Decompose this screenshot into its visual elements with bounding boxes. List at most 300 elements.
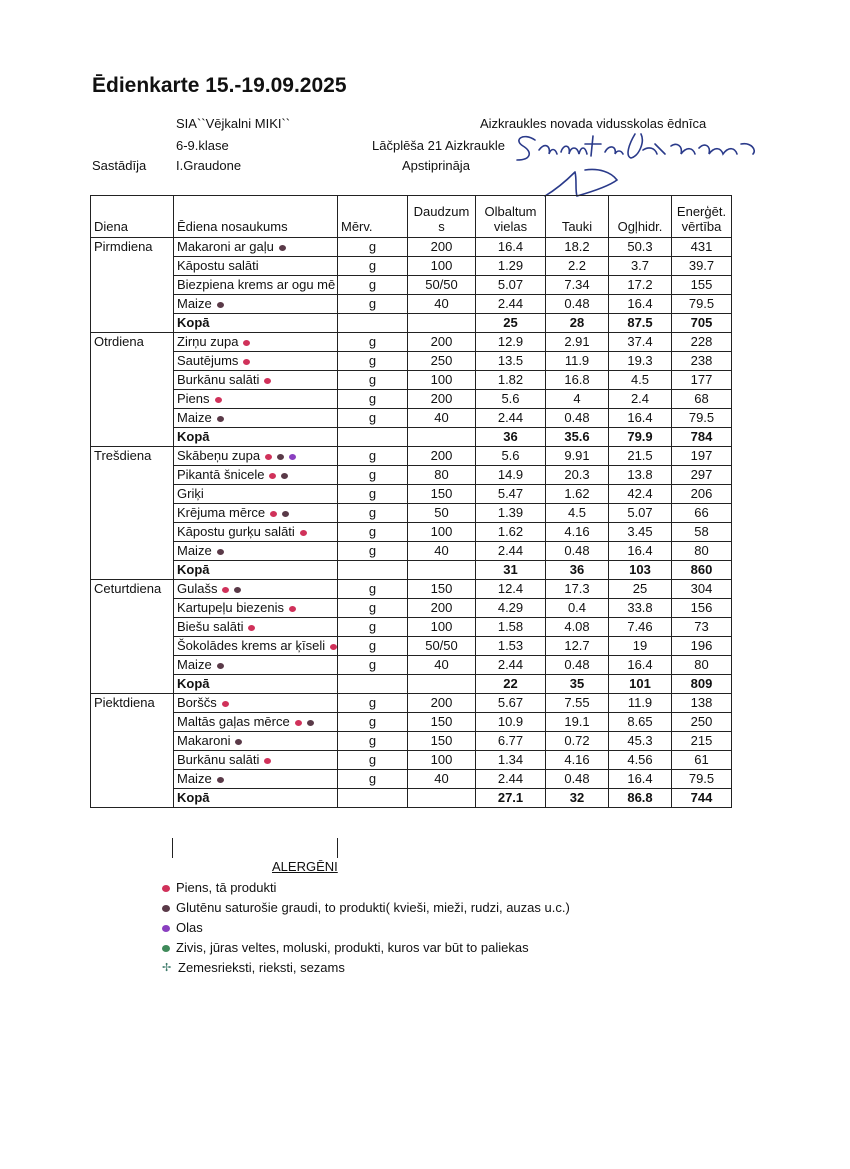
- total-row: [91, 675, 732, 694]
- day-cell: [91, 485, 174, 504]
- col-day: Diena: [91, 196, 174, 238]
- quantity-cell: 40: [408, 409, 476, 428]
- fat-cell: 19.1: [546, 713, 609, 732]
- table-row: [91, 390, 732, 409]
- total-label: Kopā: [174, 561, 338, 580]
- unit-cell: [338, 561, 408, 580]
- table-row: [91, 694, 732, 713]
- day-cell: [91, 409, 174, 428]
- dish-name: Maltās gaļas mērce: [177, 714, 290, 729]
- carbs-cell: 7.46: [609, 618, 672, 637]
- day-cell: [91, 675, 174, 694]
- col-energy: [672, 196, 732, 238]
- gluten-allergen-icon: [279, 245, 286, 251]
- dish-cell: [174, 257, 338, 276]
- table-row: [91, 447, 732, 466]
- col-dish: Ēdiena nosaukums: [174, 196, 338, 238]
- protein-cell: 2.44: [476, 295, 546, 314]
- dish-cell: [174, 447, 338, 466]
- dish-name: Maize: [177, 296, 212, 311]
- total-energy: 744: [672, 789, 732, 808]
- dish-name: Piens: [177, 391, 210, 406]
- energy-cell: 196: [672, 637, 732, 656]
- class-range: 6-9.klase: [176, 138, 229, 153]
- gluten-allergen-icon: [217, 777, 224, 783]
- carbs-cell: 37.4: [609, 333, 672, 352]
- milk-allergen-icon: [264, 378, 271, 384]
- quantity-cell: [408, 789, 476, 808]
- dish-name: Maize: [177, 543, 212, 558]
- dish-cell: [174, 656, 338, 675]
- carbs-cell: 19.3: [609, 352, 672, 371]
- table-row: [91, 238, 732, 257]
- fat-cell: 7.55: [546, 694, 609, 713]
- dish-cell: [174, 504, 338, 523]
- table-row: [91, 466, 732, 485]
- quantity-cell: 200: [408, 238, 476, 257]
- milk-allergen-icon: [295, 720, 302, 726]
- protein-cell: 12.4: [476, 580, 546, 599]
- total-protein: 25: [476, 314, 546, 333]
- school-address: Lāčplēša 21 Aizkraukle: [372, 138, 505, 153]
- protein-cell: 1.34: [476, 751, 546, 770]
- day-cell: Trešdiena: [91, 447, 174, 466]
- carbs-cell: 17.2: [609, 276, 672, 295]
- carbs-cell: 33.8: [609, 599, 672, 618]
- col-protein: [476, 196, 546, 238]
- unit-cell: g: [338, 352, 408, 371]
- dish-cell: [174, 485, 338, 504]
- unit-cell: g: [338, 333, 408, 352]
- carbs-cell: 4.56: [609, 751, 672, 770]
- fat-cell: 0.72: [546, 732, 609, 751]
- dish-cell: [174, 352, 338, 371]
- milk-allergen-icon: [270, 511, 277, 517]
- carbs-cell: 4.5: [609, 371, 672, 390]
- quantity-cell: [408, 561, 476, 580]
- milk-allergen-icon: [265, 454, 272, 460]
- unit-cell: g: [338, 732, 408, 751]
- egg-allergen-icon: [162, 925, 170, 932]
- fat-cell: 4.16: [546, 751, 609, 770]
- protein-cell: 1.82: [476, 371, 546, 390]
- total-fat: 35.6: [546, 428, 609, 447]
- gluten-allergen-icon: [281, 473, 288, 479]
- dish-name: Zirņu zupa: [177, 334, 239, 349]
- quantity-cell: 150: [408, 485, 476, 504]
- quantity-cell: 200: [408, 333, 476, 352]
- fat-cell: 17.3: [546, 580, 609, 599]
- compiled-by: I.Graudone: [176, 158, 242, 173]
- dish-name: Kartupeļu biezenis: [177, 600, 284, 615]
- dish-name: Pikantā šnicele: [177, 467, 265, 482]
- legend-item-milk: [162, 880, 276, 895]
- quantity-cell: 50/50: [408, 276, 476, 295]
- carbs-cell: 13.8: [609, 466, 672, 485]
- carbs-cell: 11.9: [609, 694, 672, 713]
- fat-cell: 1.62: [546, 485, 609, 504]
- fat-cell: 0.48: [546, 656, 609, 675]
- quantity-cell: 250: [408, 352, 476, 371]
- total-fat: 36: [546, 561, 609, 580]
- protein-cell: 6.77: [476, 732, 546, 751]
- milk-allergen-icon: [330, 644, 337, 650]
- quantity-cell: [408, 314, 476, 333]
- dish-cell: [174, 580, 338, 599]
- dish-name: Gulašs: [177, 581, 218, 596]
- unit-cell: g: [338, 656, 408, 675]
- legend-item-nuts: [162, 960, 345, 975]
- col-fat: Tauki: [546, 196, 609, 238]
- carbs-cell: 50.3: [609, 238, 672, 257]
- carbs-cell: 16.4: [609, 656, 672, 675]
- total-protein: 36: [476, 428, 546, 447]
- gluten-allergen-icon: [277, 454, 284, 460]
- milk-allergen-icon: [269, 473, 276, 479]
- dish-name: Biezpiena krems ar ogu mē: [177, 277, 336, 292]
- dish-name: Krējuma mērce: [177, 505, 266, 520]
- dish-cell: [174, 732, 338, 751]
- total-carbs: 79.9: [609, 428, 672, 447]
- dish-cell: [174, 618, 338, 637]
- quantity-cell: 40: [408, 770, 476, 789]
- table-row: [91, 618, 732, 637]
- table-row: [91, 504, 732, 523]
- gluten-allergen-icon: [217, 663, 224, 669]
- carbs-cell: 3.45: [609, 523, 672, 542]
- day-cell: [91, 751, 174, 770]
- milk-allergen-icon: [248, 625, 255, 631]
- col-protein-line1: Olbaltum: [484, 204, 537, 219]
- school-name: Aizkraukles novada vidusskolas ēdnīca: [480, 116, 707, 131]
- legend-item-gluten: [162, 900, 570, 915]
- col-protein-line2: vielas: [493, 219, 528, 234]
- protein-cell: 5.6: [476, 447, 546, 466]
- total-row: [91, 789, 732, 808]
- dish-name: Skābeņu zupa: [177, 448, 261, 463]
- energy-cell: 156: [672, 599, 732, 618]
- total-label: Kopā: [174, 789, 338, 808]
- gluten-allergen-icon: [217, 302, 224, 308]
- unit-cell: g: [338, 276, 408, 295]
- quantity-cell: 100: [408, 618, 476, 637]
- carbs-cell: 16.4: [609, 295, 672, 314]
- dish-cell: [174, 371, 338, 390]
- table-row: [91, 580, 732, 599]
- energy-cell: 79.5: [672, 409, 732, 428]
- unit-cell: g: [338, 599, 408, 618]
- energy-cell: 79.5: [672, 295, 732, 314]
- carbs-cell: 25: [609, 580, 672, 599]
- quantity-cell: 200: [408, 390, 476, 409]
- dish-name: Borščs: [177, 695, 217, 710]
- fat-cell: 11.9: [546, 352, 609, 371]
- day-cell: Ceturtdiena: [91, 580, 174, 599]
- dish-cell: [174, 713, 338, 732]
- table-row: [91, 523, 732, 542]
- protein-cell: 1.39: [476, 504, 546, 523]
- dish-cell: [174, 276, 338, 295]
- quantity-cell: 100: [408, 371, 476, 390]
- carbs-cell: 21.5: [609, 447, 672, 466]
- table-row: [91, 770, 732, 789]
- unit-cell: g: [338, 542, 408, 561]
- col-energy-line2: vērtība: [681, 219, 722, 234]
- fat-cell: 0.48: [546, 295, 609, 314]
- energy-cell: 228: [672, 333, 732, 352]
- dish-cell: [174, 751, 338, 770]
- dish-cell: [174, 409, 338, 428]
- fat-cell: 9.91: [546, 447, 609, 466]
- dish-name: Makaroni ar gaļu: [177, 239, 274, 254]
- table-row: [91, 257, 732, 276]
- unit-cell: g: [338, 257, 408, 276]
- fat-cell: 20.3: [546, 466, 609, 485]
- gluten-allergen-icon: [234, 587, 241, 593]
- carbs-cell: 3.7: [609, 257, 672, 276]
- fat-cell: 4.08: [546, 618, 609, 637]
- energy-cell: 68: [672, 390, 732, 409]
- signature: [505, 124, 775, 204]
- day-cell: [91, 618, 174, 637]
- day-cell: [91, 789, 174, 808]
- dish-cell: [174, 599, 338, 618]
- fat-cell: 0.48: [546, 409, 609, 428]
- table-row: [91, 276, 732, 295]
- unit-cell: g: [338, 447, 408, 466]
- protein-cell: 4.29: [476, 599, 546, 618]
- energy-cell: 66: [672, 504, 732, 523]
- quantity-cell: 150: [408, 732, 476, 751]
- table-row: [91, 713, 732, 732]
- day-cell: [91, 713, 174, 732]
- energy-cell: 138: [672, 694, 732, 713]
- protein-cell: 5.47: [476, 485, 546, 504]
- gluten-allergen-icon: [282, 511, 289, 517]
- table-header-row: [91, 196, 732, 238]
- dish-name: Šokolādes krems ar ķīseli: [177, 638, 326, 653]
- energy-cell: 215: [672, 732, 732, 751]
- milk-allergen-icon: [222, 701, 229, 707]
- unit-cell: g: [338, 485, 408, 504]
- dish-name: Sautējums: [177, 353, 239, 368]
- quantity-cell: [408, 428, 476, 447]
- allergens-title: ALERGĒNI: [272, 859, 338, 874]
- carbs-cell: 2.4: [609, 390, 672, 409]
- quantity-cell: [408, 675, 476, 694]
- quantity-cell: 100: [408, 523, 476, 542]
- total-carbs: 86.8: [609, 789, 672, 808]
- unit-cell: g: [338, 694, 408, 713]
- total-row: [91, 314, 732, 333]
- energy-cell: 197: [672, 447, 732, 466]
- col-quantity-line2: s: [438, 219, 445, 234]
- unit-cell: g: [338, 637, 408, 656]
- total-label: Kopā: [174, 675, 338, 694]
- day-cell: [91, 599, 174, 618]
- dish-name: Burkānu salāti: [177, 752, 260, 767]
- protein-cell: 1.62: [476, 523, 546, 542]
- carbs-cell: 16.4: [609, 409, 672, 428]
- day-cell: Pirmdiena: [91, 238, 174, 257]
- day-cell: [91, 504, 174, 523]
- dish-cell: [174, 390, 338, 409]
- day-cell: [91, 257, 174, 276]
- dish-cell: [174, 466, 338, 485]
- dish-cell: [174, 770, 338, 789]
- quantity-cell: 200: [408, 599, 476, 618]
- protein-cell: 5.67: [476, 694, 546, 713]
- unit-cell: g: [338, 580, 408, 599]
- fat-cell: 0.48: [546, 542, 609, 561]
- day-cell: [91, 428, 174, 447]
- milk-allergen-icon: [222, 587, 229, 593]
- day-cell: [91, 732, 174, 751]
- energy-cell: 79.5: [672, 770, 732, 789]
- legend-label: Olas: [176, 920, 203, 935]
- table-stub-line: [337, 838, 338, 858]
- unit-cell: g: [338, 618, 408, 637]
- quantity-cell: 80: [408, 466, 476, 485]
- protein-cell: 16.4: [476, 238, 546, 257]
- quantity-cell: 100: [408, 751, 476, 770]
- dish-cell: [174, 542, 338, 561]
- total-energy: 860: [672, 561, 732, 580]
- gluten-allergen-icon: [217, 416, 224, 422]
- carbs-cell: 19: [609, 637, 672, 656]
- total-carbs: 101: [609, 675, 672, 694]
- gluten-allergen-icon: [217, 549, 224, 555]
- dish-cell: [174, 694, 338, 713]
- day-cell: [91, 561, 174, 580]
- day-cell: [91, 295, 174, 314]
- table-row: [91, 637, 732, 656]
- total-fat: 32: [546, 789, 609, 808]
- milk-allergen-icon: [243, 359, 250, 365]
- quantity-cell: 40: [408, 295, 476, 314]
- unit-cell: g: [338, 371, 408, 390]
- fish-allergen-icon: [162, 945, 170, 952]
- day-cell: [91, 656, 174, 675]
- quantity-cell: 200: [408, 694, 476, 713]
- energy-cell: 80: [672, 542, 732, 561]
- gluten-allergen-icon: [162, 905, 170, 912]
- dish-name: Maize: [177, 657, 212, 672]
- protein-cell: 12.9: [476, 333, 546, 352]
- dish-name: Makaroni: [177, 733, 231, 748]
- col-carbs: Ogļhidr.: [609, 196, 672, 238]
- table-row: [91, 409, 732, 428]
- day-cell: Otrdiena: [91, 333, 174, 352]
- unit-cell: [338, 428, 408, 447]
- energy-cell: 177: [672, 371, 732, 390]
- milk-allergen-icon: [289, 606, 296, 612]
- total-energy: 809: [672, 675, 732, 694]
- energy-cell: 431: [672, 238, 732, 257]
- milk-allergen-icon: [300, 530, 307, 536]
- day-cell: [91, 276, 174, 295]
- total-carbs: 103: [609, 561, 672, 580]
- energy-cell: 155: [672, 276, 732, 295]
- quantity-cell: 200: [408, 447, 476, 466]
- protein-cell: 2.44: [476, 770, 546, 789]
- energy-cell: 61: [672, 751, 732, 770]
- unit-cell: g: [338, 466, 408, 485]
- unit-cell: [338, 675, 408, 694]
- protein-cell: 2.44: [476, 409, 546, 428]
- page-title: Ēdienkarte 15.-19.09.2025: [92, 74, 347, 97]
- unit-cell: g: [338, 770, 408, 789]
- legend-item-fish: [162, 940, 529, 955]
- legend-label: Piens, tā produkti: [176, 880, 277, 895]
- milk-allergen-icon: [162, 885, 170, 892]
- unit-cell: [338, 314, 408, 333]
- table-stub-line: [172, 838, 173, 858]
- menu-table: [90, 195, 732, 808]
- fat-cell: 2.91: [546, 333, 609, 352]
- table-row: [91, 485, 732, 504]
- dish-cell: [174, 238, 338, 257]
- total-energy: 784: [672, 428, 732, 447]
- carbs-cell: 8.65: [609, 713, 672, 732]
- energy-cell: 238: [672, 352, 732, 371]
- col-energy-line1: Enerģēt.: [676, 204, 727, 219]
- fat-cell: 0.48: [546, 770, 609, 789]
- table-row: [91, 542, 732, 561]
- carbs-cell: 45.3: [609, 732, 672, 751]
- total-fat: 28: [546, 314, 609, 333]
- energy-cell: 80: [672, 656, 732, 675]
- protein-cell: 2.44: [476, 542, 546, 561]
- unit-cell: g: [338, 751, 408, 770]
- company-name: SIA``Vējkalni MIKI``: [176, 116, 291, 131]
- fat-cell: 2.2: [546, 257, 609, 276]
- col-quantity-line1: Daudzum: [413, 204, 470, 219]
- fat-cell: 7.34: [546, 276, 609, 295]
- total-row: [91, 561, 732, 580]
- unit-cell: g: [338, 713, 408, 732]
- quantity-cell: 50: [408, 504, 476, 523]
- dish-name: Biešu salāti: [177, 619, 244, 634]
- total-fat: 35: [546, 675, 609, 694]
- protein-cell: 14.9: [476, 466, 546, 485]
- quantity-cell: 100: [408, 257, 476, 276]
- table-row: [91, 732, 732, 751]
- fat-cell: 0.4: [546, 599, 609, 618]
- protein-cell: 5.07: [476, 276, 546, 295]
- protein-cell: 1.53: [476, 637, 546, 656]
- energy-cell: 304: [672, 580, 732, 599]
- day-cell: [91, 466, 174, 485]
- protein-cell: 5.6: [476, 390, 546, 409]
- quantity-cell: 150: [408, 713, 476, 732]
- unit-cell: g: [338, 523, 408, 542]
- total-carbs: 87.5: [609, 314, 672, 333]
- energy-cell: 39.7: [672, 257, 732, 276]
- day-cell: [91, 523, 174, 542]
- quantity-cell: 40: [408, 542, 476, 561]
- protein-cell: 1.58: [476, 618, 546, 637]
- energy-cell: 58: [672, 523, 732, 542]
- compiled-label: Sastādīja: [92, 158, 147, 173]
- day-cell: [91, 314, 174, 333]
- dish-name: Griķi: [177, 486, 204, 501]
- unit-cell: g: [338, 409, 408, 428]
- day-cell: [91, 770, 174, 789]
- total-label: Kopā: [174, 314, 338, 333]
- unit-cell: [338, 789, 408, 808]
- milk-allergen-icon: [215, 397, 222, 403]
